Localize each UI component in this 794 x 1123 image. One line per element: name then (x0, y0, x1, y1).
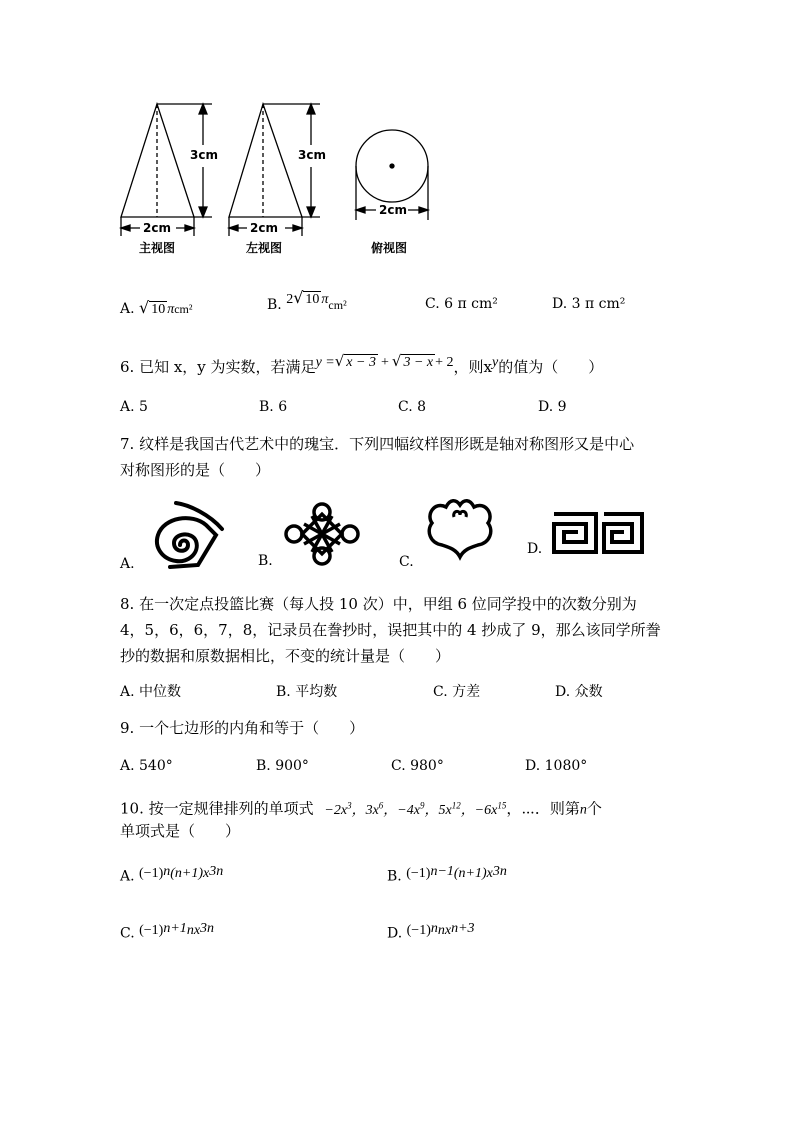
top-base-label: 2cm (379, 203, 407, 217)
q9-option-c: C. 980° (391, 758, 444, 774)
q10-n-variable: n (579, 802, 587, 818)
left-base-label: 2cm (250, 221, 278, 235)
q10-term-4: ，$5x^{12}$ (424, 800, 461, 818)
q7-label-b: B. (258, 553, 273, 569)
q10-text: 10. 按一定规律排列的单项式 (120, 799, 314, 818)
radicand: 10 (151, 302, 166, 317)
front-view-caption: 主视图 (139, 241, 176, 255)
coefficient: 2 (286, 292, 294, 307)
q8-option-b: B. 平均数 (276, 684, 338, 700)
q6-exponent: y (491, 355, 499, 370)
pattern-a-spiral-icon (140, 495, 230, 575)
q5-option-c: C. 6 π cm² (425, 296, 498, 312)
q6-stem: 6. 已知 x，y 为实数，若满足y =√ x − 3 + √ 3 − x + 2，则$x^y$的值为（ ） (120, 352, 604, 376)
left-height-label: 3cm (298, 148, 326, 162)
q6-option-c: C. 8 (398, 399, 427, 415)
radicand: 10 (305, 292, 320, 307)
pattern-c-cloud-icon (420, 495, 500, 570)
q10-option-c: C. $(-1)^{n+1}nx^{3n}$ (120, 921, 215, 942)
q5-option-a: A. √ 10 πcm² (120, 298, 193, 317)
q10-line-2: 单项式是（ ） (120, 822, 241, 840)
q7-label-c: C. (399, 554, 414, 570)
q10-term-5: ，$-6x^{15}$ (460, 800, 507, 818)
option-letter: B. (267, 297, 282, 313)
q10-option-a: A. $(-1)^n(n+1)x^{3n}$ (120, 864, 224, 885)
q6-formula-tail: + 2 (435, 355, 454, 370)
q10-option-b: B. $(-1)^{n-1}(n+1)x^{3n}$ (387, 864, 507, 885)
q7-label-a: A. (120, 556, 135, 572)
q6-option-d: D. 9 (538, 399, 567, 415)
q8-option-c: C. 方差 (433, 684, 481, 700)
q10-term-3: ，$-4x^9$ (383, 800, 425, 818)
q6-option-b: B. 6 (259, 399, 288, 415)
left-view-caption: 左视图 (246, 241, 283, 255)
q8-option-d: D. 众数 (555, 684, 603, 700)
top-view-caption: 俯视图 (371, 241, 408, 255)
unit: cm² (174, 302, 193, 316)
q9-option-a: A. 540° (120, 758, 173, 774)
pi-symbol: π (321, 292, 329, 307)
q6-formula-lhs: y = (315, 355, 335, 370)
q7-label-d: D. (527, 541, 543, 557)
q6-text: 6. 已知 x，y 为实数，若满足 (120, 358, 316, 376)
pattern-d-fret-icon (550, 510, 650, 560)
front-height-label: 3cm (190, 148, 218, 162)
q9-option-b: B. 900° (256, 758, 309, 774)
q9-line-1: 9. 一个七边形的内角和等于（ ） (120, 719, 365, 737)
q5-option-b: B. 2√ 10 πcm² (267, 288, 347, 313)
pattern-b-knot-icon (282, 500, 362, 570)
q6-radicand-1: x − 3 (346, 355, 376, 370)
q10-term-1: $-2x^3$ (324, 800, 352, 818)
q6-radicand-2: 3 − x (403, 355, 434, 370)
q10-option-d: D. $(-1)^nnx^{n+3}$ (387, 921, 475, 942)
q6-plus: + (380, 355, 389, 370)
q8-line-1: 8. 在一次定点投篮比赛（每人投 10 次）中，甲组 6 位同学投中的次数分别为 (120, 595, 637, 613)
pi-symbol: π (167, 302, 175, 317)
unit: cm² (328, 298, 347, 312)
q8-option-a: A. 中位数 (120, 684, 182, 700)
q6-option-a: A. 5 (120, 399, 148, 415)
q9-option-d: D. 1080° (525, 758, 588, 774)
q5-option-d: D. 3 π cm² (552, 296, 626, 312)
front-base-label: 2cm (143, 221, 171, 235)
q10-term-2: ，$3x^6$ (351, 800, 384, 818)
option-letter: A. (120, 301, 135, 317)
q6-text-after: ，则x (453, 358, 492, 376)
q10-text-mid: ，⋯．则第 (506, 799, 580, 818)
q7-line-2: 对称图形的是（ ） (120, 461, 271, 479)
q8-line-3: 抄的数据和原数据相比，不变的统计量是（ ） (120, 647, 451, 665)
q6-text-end: 的值为（ ） (498, 358, 604, 376)
q10-text-end: 个 (586, 799, 602, 818)
q8-line-2: 4，5，6，6，7，8，记录员在誊抄时，误把其中的 4 抄成了 9，那么该同学所誊 (120, 621, 661, 639)
q7-line-1: 7. 纹样是我国古代艺术中的瑰宝．下列四幅纹样图形既是轴对称图形又是中心 (120, 435, 635, 453)
